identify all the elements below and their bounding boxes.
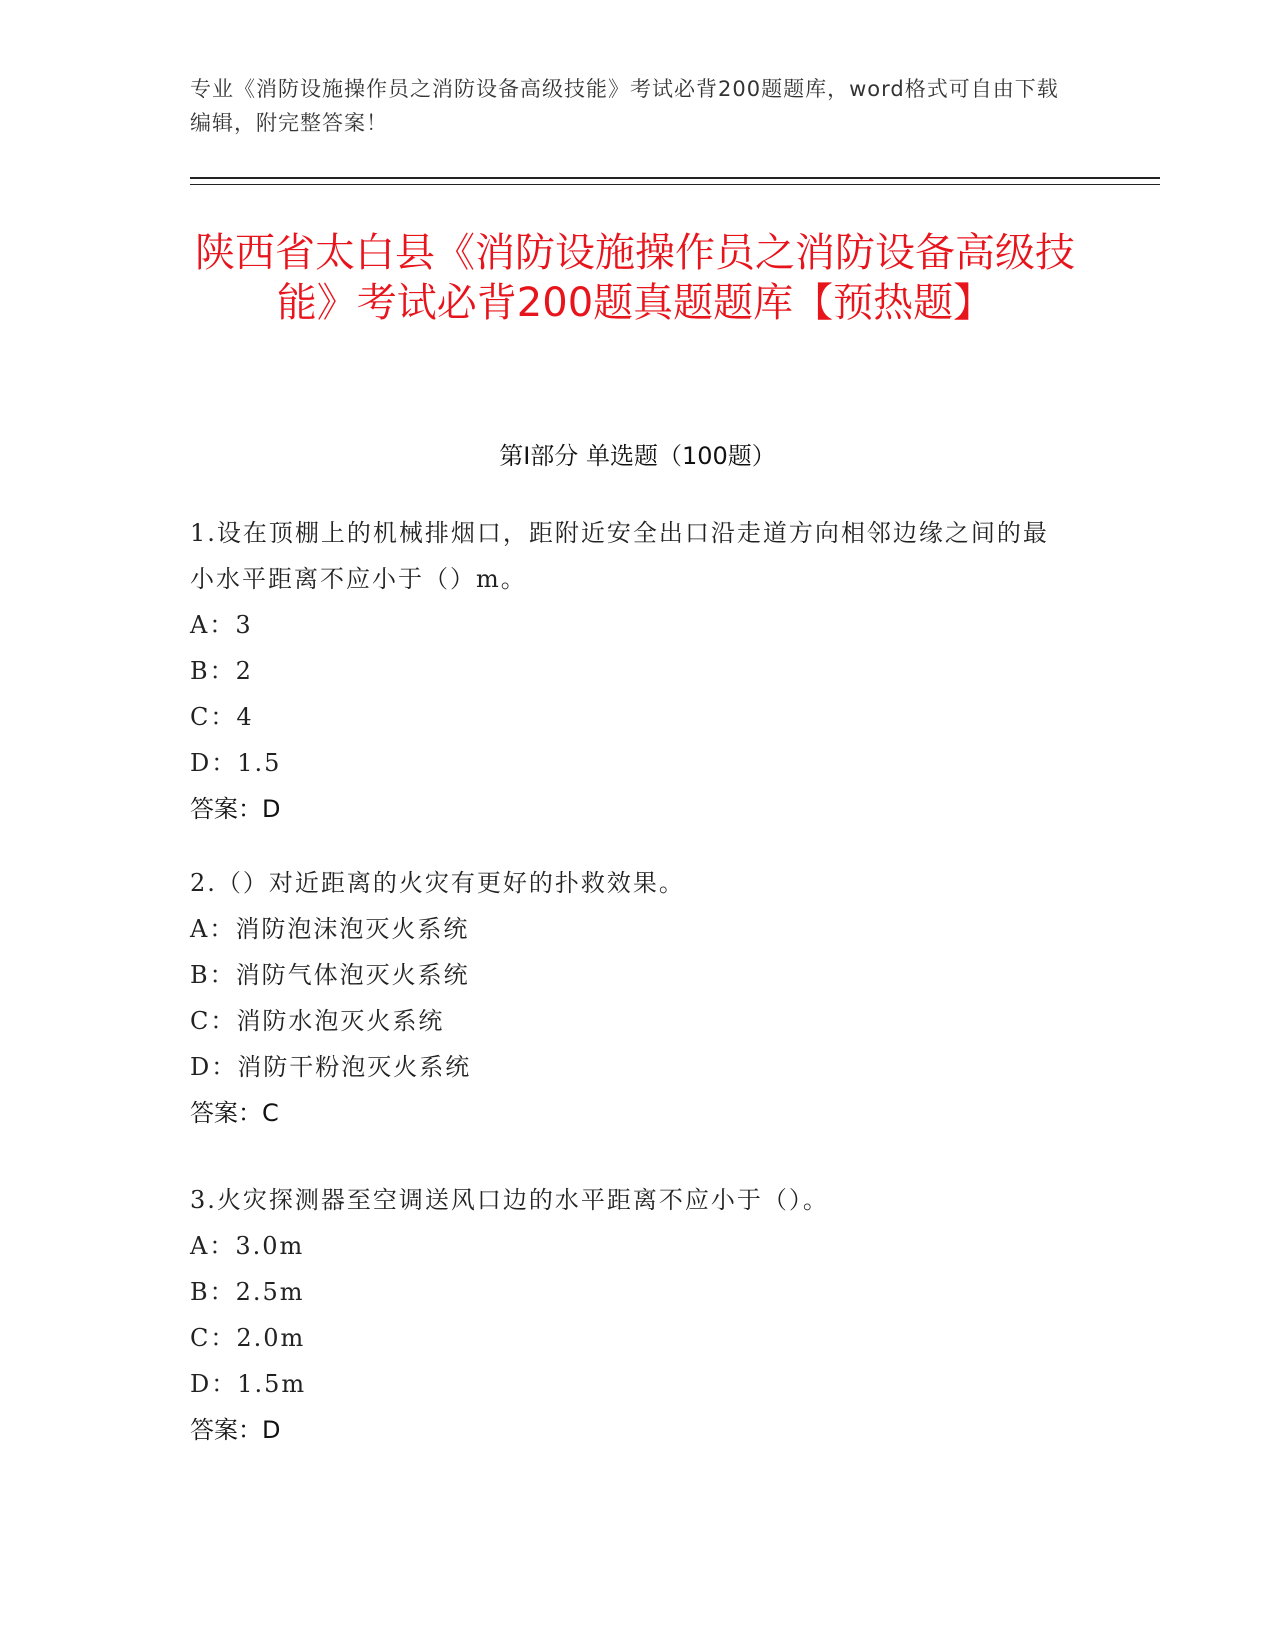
option-d: D：1.5m [190, 1370, 307, 1398]
question-3 [190, 1177, 1070, 1453]
section-heading: 第I部分 单选题（100题） [499, 442, 776, 470]
option-c: C：4 [190, 703, 254, 731]
option-d: D：消防干粉泡灭火系统 [190, 1053, 472, 1081]
answer: 答案：D [190, 795, 281, 823]
option-a: A：3.0m [190, 1232, 305, 1260]
question-stem: 2.（）对近距离的火灾有更好的扑救效果。 [190, 869, 685, 897]
question-stem: 1.设在顶棚上的机械排烟口，距附近安全出口沿走道方向相邻边缘之间的最小水平距离不应小于（）m。 [190, 519, 1049, 593]
header-divider-thin [190, 184, 1160, 185]
option-c: C：2.0m [190, 1324, 306, 1352]
question-stem: 3.火灾探测器至空调送风口边的水平距离不应小于（）。 [190, 1186, 829, 1214]
option-a: A：消防泡沫泡灭火系统 [190, 915, 470, 943]
answer: 答案：D [190, 1416, 281, 1444]
header-note: 专业《消防设施操作员之消防设备高级技能》考试必背200题题库，word格式可自由下载编辑，附完整答案！ [190, 77, 1059, 135]
option-b: B：2 [190, 657, 253, 685]
header-divider-thick [190, 177, 1160, 179]
question-2 [190, 860, 1070, 1136]
option-b: B：消防气体泡灭火系统 [190, 961, 470, 989]
document-title: 陕西省太白县《消防设施操作员之消防设备高级技能》考试必背200题真题题库【预热题】 [195, 230, 1075, 326]
option-a: A：3 [190, 611, 253, 639]
question-1 [190, 510, 1070, 832]
option-d: D：1.5 [190, 749, 282, 777]
option-c: C：消防水泡灭火系统 [190, 1007, 445, 1035]
answer: 答案：C [190, 1099, 279, 1127]
option-b: B：2.5m [190, 1278, 305, 1306]
